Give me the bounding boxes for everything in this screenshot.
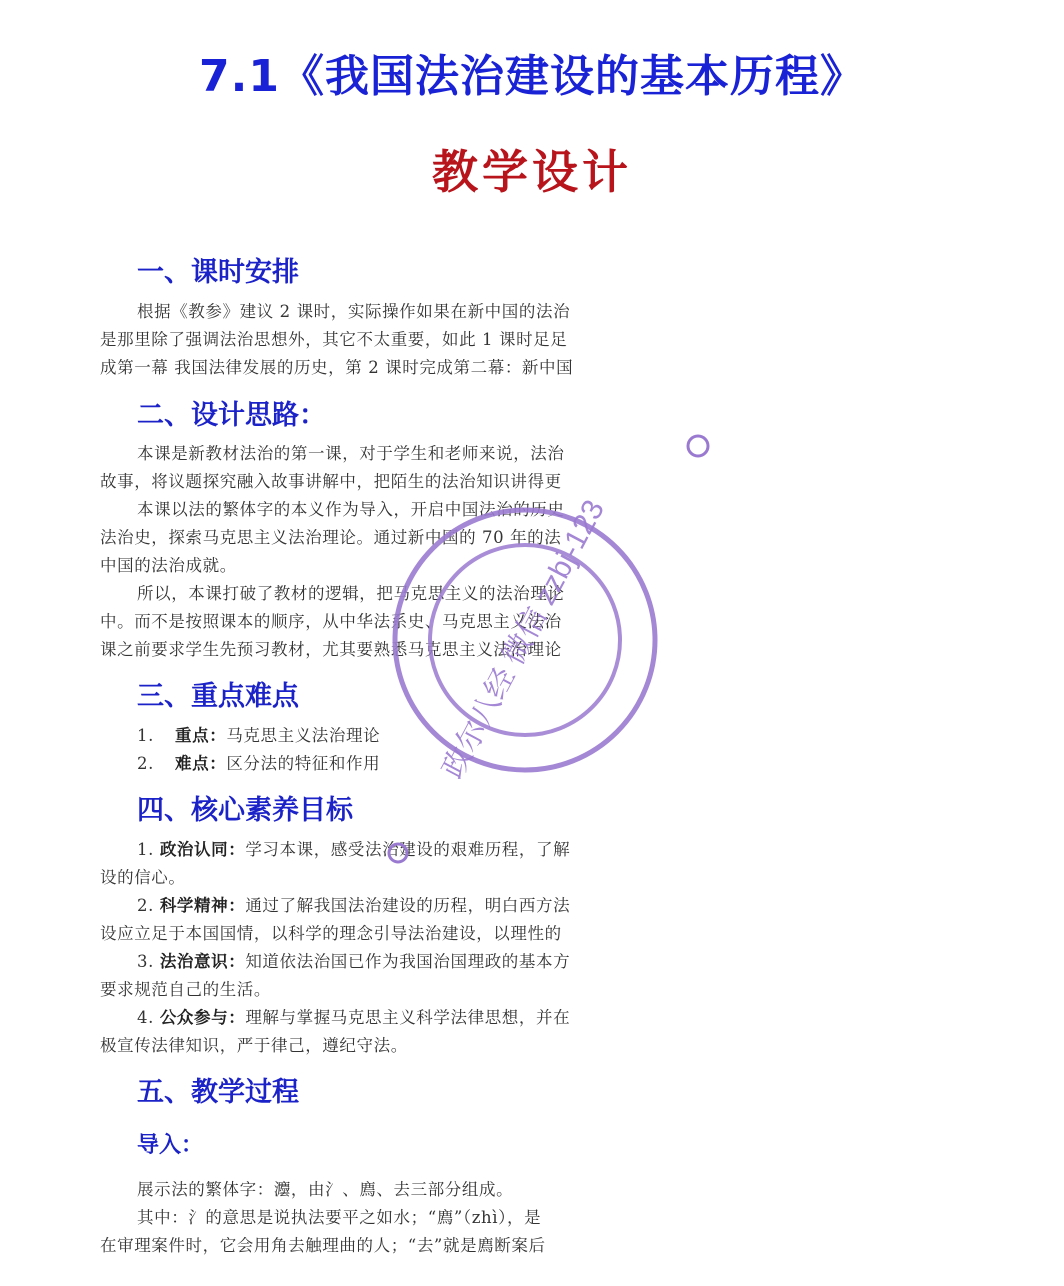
section-heading-schedule: 一、课时安排	[137, 257, 299, 288]
paragraph-line: 法治史，探索马克思主义法治理论。通过新中国的 70 年的法	[100, 528, 562, 547]
paragraph-line: 是那里除了强调法治思想外，其它不太重要，如此 1 课时足足	[100, 330, 568, 349]
paragraph-line: 课之前要求学生先预习教材，尤其要熟悉马克思主义法治理论	[100, 640, 562, 659]
paragraph-line: 其中：氵的意思是说执法要平之如水；“廌”（zhì），是	[137, 1208, 542, 1227]
goal-number: 3.	[137, 952, 154, 971]
document-title: 7.1《我国法治建设的基本历程》	[199, 51, 865, 102]
section-heading-process: 五、教学过程	[137, 1077, 299, 1108]
section-heading-goals: 四、核心素养目标	[137, 795, 353, 826]
list-number: 1.	[137, 726, 154, 745]
goal-text: 学习本课，感受法治建设的艰难历程，了解	[245, 840, 571, 859]
goal-label: 科学精神：	[159, 896, 246, 915]
section-heading-design: 二、设计思路：	[137, 400, 326, 431]
goal-item	[137, 948, 630, 972]
paragraph-line: 中国的法治成就。	[100, 556, 237, 575]
watermark-text: 政尔八经 微信 zzbj-123	[436, 494, 611, 784]
goal-number: 4.	[137, 1008, 154, 1027]
paragraph-line: 要求规范自己的生活。	[100, 980, 271, 999]
stamp-dot-circle	[688, 436, 708, 456]
goal-item	[137, 1004, 630, 1028]
goal-text: 理解与掌握马克思主义科学法律思想，并在	[245, 1008, 571, 1027]
list-label: 难点：	[175, 754, 227, 773]
paragraph-line: 中。而不是按照课本的顺序，从中华法系史、马克思主义法治	[100, 612, 562, 631]
paragraph-line: 设的信心。	[100, 868, 186, 887]
goal-number: 1.	[137, 840, 154, 859]
list-text: 区分法的特征和作用	[226, 754, 381, 773]
paragraph-line: 本课是新教材法治的第一课，对于学生和老师来说，法治	[137, 444, 565, 463]
goal-label: 法治意识：	[159, 952, 246, 971]
paragraph-line: 设应立足于本国国情，以科学的理念引导法治建设，以理性的	[100, 924, 562, 943]
section-heading-key-points: 三、重点难点	[137, 681, 299, 712]
document-subtitle: 教学设计	[432, 145, 632, 199]
list-label: 重点：	[175, 726, 227, 745]
list-text: 马克思主义法治理论	[226, 726, 381, 745]
subheading-intro: 导入：	[137, 1133, 204, 1158]
paragraph-line: 根据《教参》建议 2 课时，实际操作如果在新中国的法治	[137, 302, 571, 321]
goal-text: 通过了解我国法治建设的历程，明白西方法	[245, 896, 571, 915]
paragraph-line: 故事，将议题探究融入故事讲解中，把陌生的法治知识讲得更	[100, 472, 562, 491]
goal-label: 政治认同：	[159, 840, 246, 859]
list-item	[137, 722, 630, 746]
goal-number: 2.	[137, 896, 154, 915]
goal-label: 公众参与：	[159, 1008, 246, 1027]
goal-item	[137, 892, 630, 916]
goal-item	[137, 836, 630, 860]
paragraph-line: 在审理案件时，它会用角去触理曲的人；“去”就是廌断案后	[100, 1236, 546, 1255]
list-number: 2.	[137, 754, 154, 773]
goal-text: 知道依法治国已作为我国治国理政的基本方	[245, 952, 571, 971]
paragraph-line: 展示法的繁体字：灋，由氵、廌、去三部分组成。	[137, 1180, 514, 1199]
list-item	[137, 750, 630, 774]
paragraph-line: 极宣传法律知识，严于律己，遵纪守法。	[100, 1036, 408, 1055]
paragraph-line: 所以，本课打破了教材的逻辑，把马克思主义的法治理论	[137, 584, 565, 603]
paragraph-line: 成第一幕 我国法律发展的历史，第 2 课时完成第二幕：新中国	[100, 358, 574, 377]
paragraph-line: 本课以法的繁体字的本义作为导入，开启中国法治的历史	[137, 500, 565, 519]
